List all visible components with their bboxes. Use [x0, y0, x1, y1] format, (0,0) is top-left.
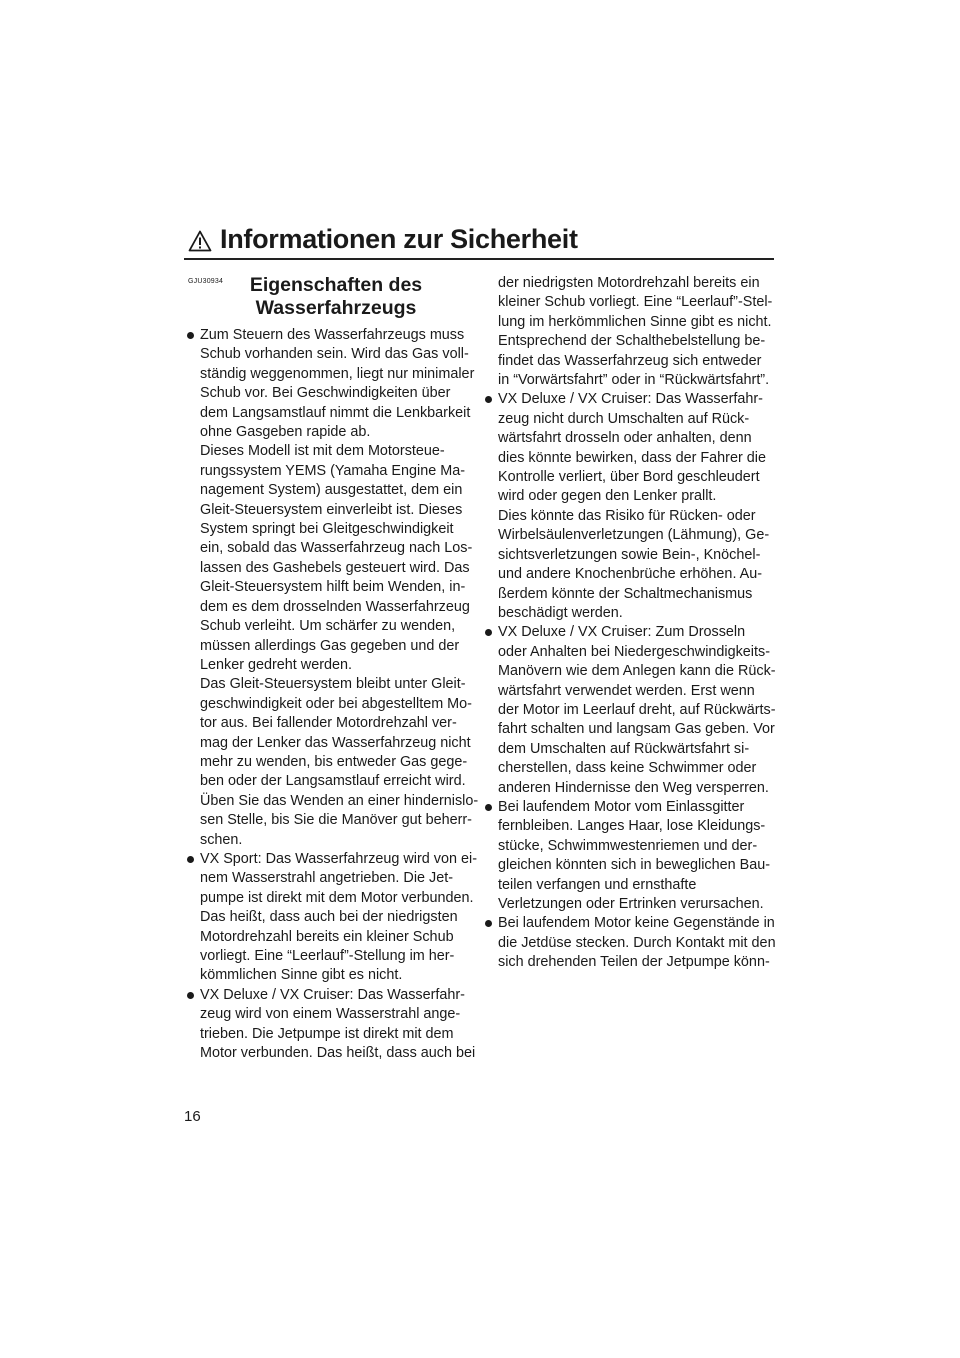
- text-line: Schub vor. Bei Geschwindigkeiten über: [200, 385, 451, 402]
- text-line: lung im herkömmlichen Sinne gibt es nicht.: [498, 313, 772, 330]
- text-line: Manövern wie dem Anlegen kann die Rück-: [498, 663, 776, 680]
- bullet-item: [184, 850, 477, 986]
- bullet-icon: [187, 992, 194, 999]
- bullet-icon: [485, 920, 492, 927]
- text-line: Motor verbunden. Das heißt, dass auch bei: [200, 1045, 476, 1062]
- text-line: Gleit-Steuersystem einverleibt ist. Dieses: [200, 501, 463, 518]
- text-line: vorliegt. Eine “Leerlauf”-Stellung im her-: [200, 948, 455, 964]
- text-line: sichtsverletzungen sowie Bein-, Knöchel-: [498, 546, 761, 563]
- paragraph: [482, 507, 772, 623]
- paragraph: [184, 442, 474, 675]
- text-line: Zum Steuern des Wasserfahrzeugs muss: [200, 327, 465, 343]
- text-line: fahrt schalten und langsam Gas geben. Vor: [498, 721, 775, 738]
- bullet-item: [482, 914, 776, 972]
- text-line: gleichen könnten sich in beweglichen Bau-: [498, 857, 771, 874]
- text-line: wird oder gegen den Lenker prallt.: [498, 488, 717, 505]
- bullet-icon: [485, 396, 492, 403]
- page-number: 16: [184, 1108, 201, 1125]
- text-line: schen.: [200, 831, 243, 848]
- text-line: müssen allerdings Gas gegeben und der: [200, 637, 460, 654]
- left-column-body: [184, 326, 479, 1063]
- bullet-item: [482, 798, 772, 914]
- paragraph: [482, 274, 772, 390]
- text-line: Dieses Modell ist mit dem Motorsteue-: [200, 443, 445, 460]
- text-line: die Jetdüse stecken. Durch Kontakt mit den: [498, 934, 776, 951]
- text-line: oder Anhalten bei Niedergeschwindigkeits-: [498, 643, 770, 660]
- bullet-item: [482, 623, 776, 798]
- text-line: in “Vorwärtsfahrt” oder in “Rückwärtsfahrt”.: [498, 372, 770, 389]
- text-line: ohne Gasgeben rapide ab.: [200, 424, 371, 441]
- text-line: nagement System) ausgestattet, dem ein: [200, 482, 463, 499]
- text-line: Motordrehzahl bereits ein kleiner Schub: [200, 928, 454, 945]
- text-line: wärtsfahrt verwendet werden. Erst wenn: [498, 682, 755, 699]
- warning-triangle-icon: [188, 230, 212, 252]
- text-line: zeug wird von einem Wasserstrahl ange-: [200, 1006, 461, 1023]
- text-line: pumpe ist direkt mit dem Motor verbunden.: [200, 889, 474, 906]
- page-header: [184, 222, 774, 260]
- bullet-icon: [485, 629, 492, 636]
- bullet-icon: [187, 856, 194, 863]
- text-line: Üben Sie das Wenden an einer hindernislo-: [200, 792, 479, 809]
- text-line: Kontrolle verliert, über Bord geschleudert: [498, 469, 760, 486]
- text-line: mag der Lenker das Wasserfahrzeug nicht: [200, 734, 471, 751]
- text-line: kömmlichen Sinne gibt es nicht.: [200, 967, 403, 984]
- text-line: tor aus. Bei fallender Motordrehzahl ver-: [200, 715, 457, 732]
- text-line: nem Wasserstrahl angetrieben. Die Jet-: [200, 870, 454, 887]
- text-line: der Motor im Leerlauf dreht, auf Rückwärts-: [498, 701, 776, 718]
- text-line: stücke, Schwimmwestenriemen und der-: [498, 837, 758, 854]
- text-line: Schub vorhanden sein. Wird das Gas voll-: [200, 346, 469, 363]
- text-line: mehr zu wenden, bis entweder Gas gege-: [200, 753, 468, 770]
- section-title-line: Eigenschaften des: [249, 274, 423, 296]
- text-line: dem es dem drosselnden Wasserfahrzeug: [200, 598, 470, 615]
- text-line: dies könnte bewirken, dass der Fahrer die: [498, 449, 766, 466]
- text-line: Bei laufendem Motor vom Einlassgitter: [498, 798, 745, 815]
- text-line: Das Gleit-Steuersystem bleibt unter Gleit-: [200, 676, 466, 693]
- section-title-line: Wasserfahrzeugs: [255, 297, 417, 319]
- text-line: sich drehenden Teilen der Jetpumpe könn-: [498, 954, 770, 971]
- text-line: ein, sobald das Wasserfahrzeug nach Los-: [200, 540, 473, 557]
- text-line: teilen verfangen und ernsthafte: [498, 876, 697, 893]
- text-line: sen Stelle, bis Sie die Manöver gut beherr-: [200, 812, 472, 829]
- text-line: VX Deluxe / VX Cruiser: Das Wasserfahr-: [200, 986, 465, 1003]
- text-line: wärtsfahrt drosseln oder anhalten, denn: [498, 430, 752, 447]
- bullet-item: [184, 326, 474, 442]
- section-title: [184, 274, 474, 320]
- text-line: beschädigt werden.: [498, 604, 623, 621]
- text-line: Wirbelsäulenverletzungen (Lähmung), Ge-: [498, 527, 770, 544]
- left-column: [184, 274, 479, 1063]
- text-line: der niedrigsten Motordrehzahl bereits ein: [498, 275, 760, 291]
- text-line: VX Deluxe / VX Cruiser: Zum Drosseln: [498, 624, 746, 641]
- text-line: VX Deluxe / VX Cruiser: Das Wasserfahr-: [498, 391, 763, 408]
- paragraph: [184, 675, 479, 850]
- bullet-item: [482, 390, 772, 506]
- text-line: dem Umschalten auf Rückwärtsfahrt si-: [498, 740, 750, 757]
- text-line: Bei laufendem Motor keine Gegenstände in: [498, 915, 775, 932]
- text-line: Verletzungen oder Ertrinken verursachen.: [498, 896, 764, 912]
- text-line: kleiner Schub vorliegt. Eine “Leerlauf”-Stel-: [498, 294, 773, 311]
- text-line: Lenker gedreht werden.: [200, 656, 353, 673]
- text-line: trieben. Die Jetpumpe ist direkt mit dem: [200, 1025, 454, 1042]
- text-line: findet das Wasserfahrzeug sich entweder: [498, 352, 762, 369]
- right-column: [482, 274, 776, 973]
- text-line: geschwindigkeit oder bei abgestelltem Mo-: [200, 695, 472, 712]
- text-line: anderen Hindernisse den Weg versperren.: [498, 779, 769, 796]
- text-line: ßerdem könnte der Schaltmechanismus: [498, 585, 753, 602]
- bullet-icon: [485, 804, 492, 811]
- text-line: VX Sport: Das Wasserfahrzeug wird von ei-: [200, 850, 477, 867]
- text-line: Das heißt, dass auch bei der niedrigsten: [200, 909, 458, 926]
- section-code: GJU30934: [188, 278, 224, 285]
- bullet-item: [184, 986, 474, 1064]
- right-column-body: [482, 274, 776, 973]
- text-line: Schub verleiht. Um schärfer zu wenden,: [200, 618, 456, 635]
- text-line: ben oder der Langsamstlauf erreicht wird.: [200, 773, 466, 790]
- text-line: Gleit-Steuersystem hilft beim Wenden, in-: [200, 579, 466, 596]
- text-line: System springt bei Gleitgeschwindigkeit: [200, 521, 454, 538]
- text-line: rungssystem YEMS (Yamaha Engine Ma-: [200, 462, 466, 479]
- text-line: Entsprechend der Schalthebelstellung be-: [498, 333, 766, 350]
- text-line: lassen des Gashebels gesteuert wird. Das: [200, 559, 470, 576]
- text-line: Dies könnte das Risiko für Rücken- oder: [498, 507, 756, 524]
- text-line: cherstellen, dass keine Schwimmer oder: [498, 760, 757, 777]
- text-line: fernbleiben. Langes Haar, lose Kleidungs-: [498, 818, 766, 835]
- chapter-title: Informationen zur Sicherheit: [220, 224, 578, 254]
- text-line: ständig weggenommen, liegt nur minimaler: [200, 365, 475, 382]
- text-line: zeug nicht durch Umschalten auf Rück-: [498, 410, 750, 427]
- bullet-icon: [187, 332, 194, 339]
- text-line: und andere Knochenbrüche erhöhen. Au-: [498, 566, 763, 583]
- text-line: dem Langsamstlauf nimmt die Lenkbarkeit: [200, 404, 471, 421]
